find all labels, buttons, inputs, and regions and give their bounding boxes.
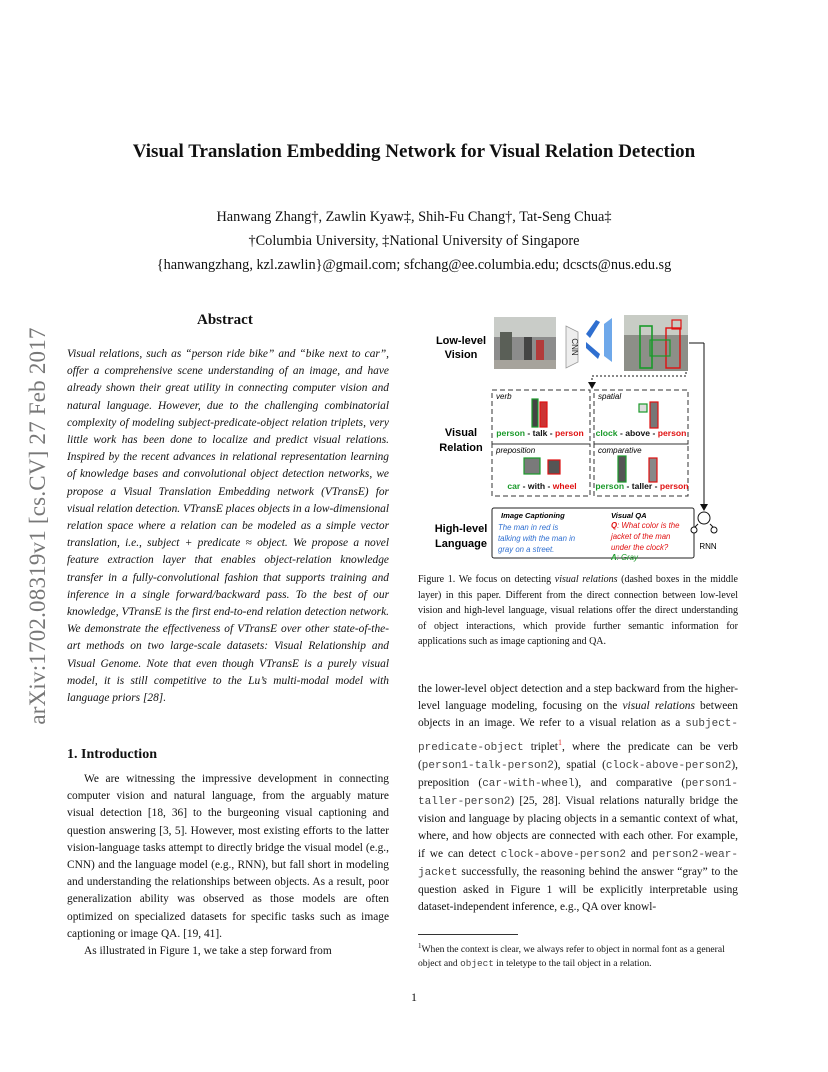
label-language: Language	[435, 538, 487, 550]
paper-title: Visual Translation Embedding Network for Visual Relation Detection	[132, 141, 696, 162]
teletype-span: object	[460, 958, 494, 970]
teletype-span: subject-predicate-object	[418, 718, 738, 754]
footnote-rule	[418, 934, 518, 935]
street-photo-detections	[624, 315, 688, 371]
teletype-span: car-with-wheel	[482, 777, 575, 790]
text-span: , where the predicate can be verb (	[418, 740, 738, 771]
caption-emphasis: visual relations	[554, 574, 618, 585]
triplet-verb: person - talk - person	[496, 428, 584, 438]
page-number: 1	[411, 990, 417, 1004]
cnn-label: CNN	[570, 338, 579, 356]
introduction-text	[67, 771, 389, 960]
text-span: the lower-level object detection and a step backward from the higher-level language modeling, focusing on the	[418, 683, 738, 713]
arxiv-sidebar	[18, 286, 58, 766]
text-span: between objects in an image. We refer to a visual relation as a	[418, 700, 739, 730]
caption-part: Figure 1. We focus on detecting	[418, 574, 555, 585]
label-low-level: Low-level	[435, 335, 487, 347]
arxiv-identifier: arXiv:1702.08319v1 [cs.CV] 27 Feb 2017	[25, 327, 50, 725]
triplet-comparative: person - taller - person	[595, 481, 689, 491]
street-photo-input	[494, 317, 556, 369]
footnote-number: 1	[418, 942, 422, 950]
figure-1-caption	[418, 572, 738, 650]
text-span: ), preposition (	[418, 758, 738, 789]
verb-label: verb	[496, 392, 512, 401]
text-span: ) [25, 28]. Visual relations naturally bridge the vision and language by placing objects in a semantic context of what, where, and how objects are connected with each other. For example, if we can detect	[418, 795, 738, 860]
intro-paragraph-2: As illustrated in Figure 1, we take a step forward from	[84, 945, 332, 958]
cnn-block	[566, 318, 612, 368]
text-span: When the context is clear, we always refer to object in normal font as a general object and	[418, 944, 725, 970]
language-box	[492, 508, 694, 562]
comparative-label: comparative	[598, 446, 642, 455]
text-span: ), spatial (	[553, 758, 606, 771]
text-span: triplet	[523, 740, 558, 753]
label-relation: Relation	[439, 442, 483, 454]
figure-1	[428, 312, 728, 562]
authors-line: Hanwang Zhang†, Zawlin Kyaw‡, Shih-Fu Chang†, Tat-Seng Chua‡	[216, 209, 612, 225]
right-column-text	[418, 681, 738, 916]
teletype-span: person1-taller-person2	[418, 777, 738, 809]
abstract-text: Visual relations, such as “person ride bike” and “bike next to car”, offer a comprehensive scene understanding of an image, and have already shown their great utility in connecting computer vision and natural language. However, due to the challenging combinatorial complexity of modeling subject-predicate-object relation triplets, very little work has been done to localize and predict visual relations. Inspired by the recent advances in relational representation learning of knowledge bases and convolutional object detection networks, we propose a Visual Translation Embedding network (VTransE) for visual relation detection. VTransE places objects in a low-dimensional relation space where a relation can be modeled as a simple vector translation, i.e., subject + predicate ≈ object. We propose a novel feature extraction layer that enables object-relation knowledge transfer in a fully-convolutional fashion that supports training and inference in a single forward/backward pass. To the best of our knowledge, VTransE is the first end-to-end relation detection network. We demonstrate the effectiveness of VTransE over other state-of-the-art methods on two large-scale datasets: Visual Relationship and Visual Genome. Note that even though VTransE is a purely visual model, it is still competitive to the Lu’s multi-modal model with language priors [28].	[67, 348, 389, 705]
triplet-spatial: clock - above - person	[595, 428, 687, 438]
emails-line: {hanwangzhang, kzl.zawlin}@gmail.com; sfchang@ee.columbia.edu; dcscts@nus.edu.sg	[156, 257, 672, 273]
section-heading-introduction: 1. Introduction	[67, 747, 157, 762]
figure-1-diagram	[428, 312, 728, 562]
rnn-icon	[691, 512, 717, 551]
footnote-marker[interactable]: 1	[557, 737, 562, 747]
author-block	[0, 205, 828, 277]
intro-paragraph-1: We are witnessing the impressive development in connecting computer vision and natural language, from the arguably mature visual detection [18, 36] to the burgeoning visual captioning and question answering [3, 5]. However, most existing efforts to the latter vision-language tasks attempt to directly bridge the visual model (e.g., CNN) and the language model (e.g., RNN), but fall short in modeling and understanding the relationships between objects. As a result, poor generalization ability was observed as those models are often optimized on specialized datasets for specific tasks such as image captioning or image QA. [19, 41].	[67, 773, 389, 940]
abstract-heading: Abstract	[197, 312, 253, 328]
affiliations-line: †Columbia University, ‡National University of Singapore	[248, 233, 580, 249]
caption-example: The man in red is talking with the man in gray on a street.	[498, 523, 576, 554]
right-paragraph	[418, 681, 738, 916]
image-captioning-title: Image Captioning	[501, 511, 565, 520]
text-span: successfully, the reasoning behind the answer “gray” to the question asked in Figure 1 will be explicitly interpretable using dataset-independent inference, e.g., QA over knowl-	[418, 865, 738, 914]
text-span: in teletype to the tail object in a relation.	[493, 958, 652, 970]
label-vision: Vision	[444, 349, 478, 361]
visual-qa-title: Visual QA	[611, 511, 647, 520]
teletype-span: person2-wear-jacket	[418, 848, 738, 879]
label-visual: Visual	[444, 427, 478, 439]
text-span: ), and comparative (	[574, 776, 686, 789]
qa-answer: A: Gray	[611, 553, 638, 562]
text-emphasis: visual relations	[622, 700, 695, 713]
text-span: and	[626, 847, 653, 860]
teletype-span: clock-above-person2	[605, 759, 732, 772]
spatial-label: spatial	[598, 392, 622, 401]
preposition-label: preposition	[496, 446, 536, 455]
triplet-preposition: car - with - wheel	[507, 481, 577, 491]
teletype-span: person1-talk-person2	[421, 759, 554, 772]
caption-part: (dashed boxes in the middle layer) in this paper. Different from the direct connection between low-level vision and high-level language, visual relations offer the direct understanding of object interactions, which provide further semantic information for applications such as image captioning and QA.	[418, 574, 738, 647]
rnn-label: RNN	[699, 542, 717, 551]
label-high-level: High-level	[434, 523, 488, 535]
qa-question: Q: What color is the jacket of the man under the clock?	[611, 521, 680, 552]
footnote	[418, 939, 740, 971]
teletype-span: clock-above-person2	[500, 848, 627, 861]
